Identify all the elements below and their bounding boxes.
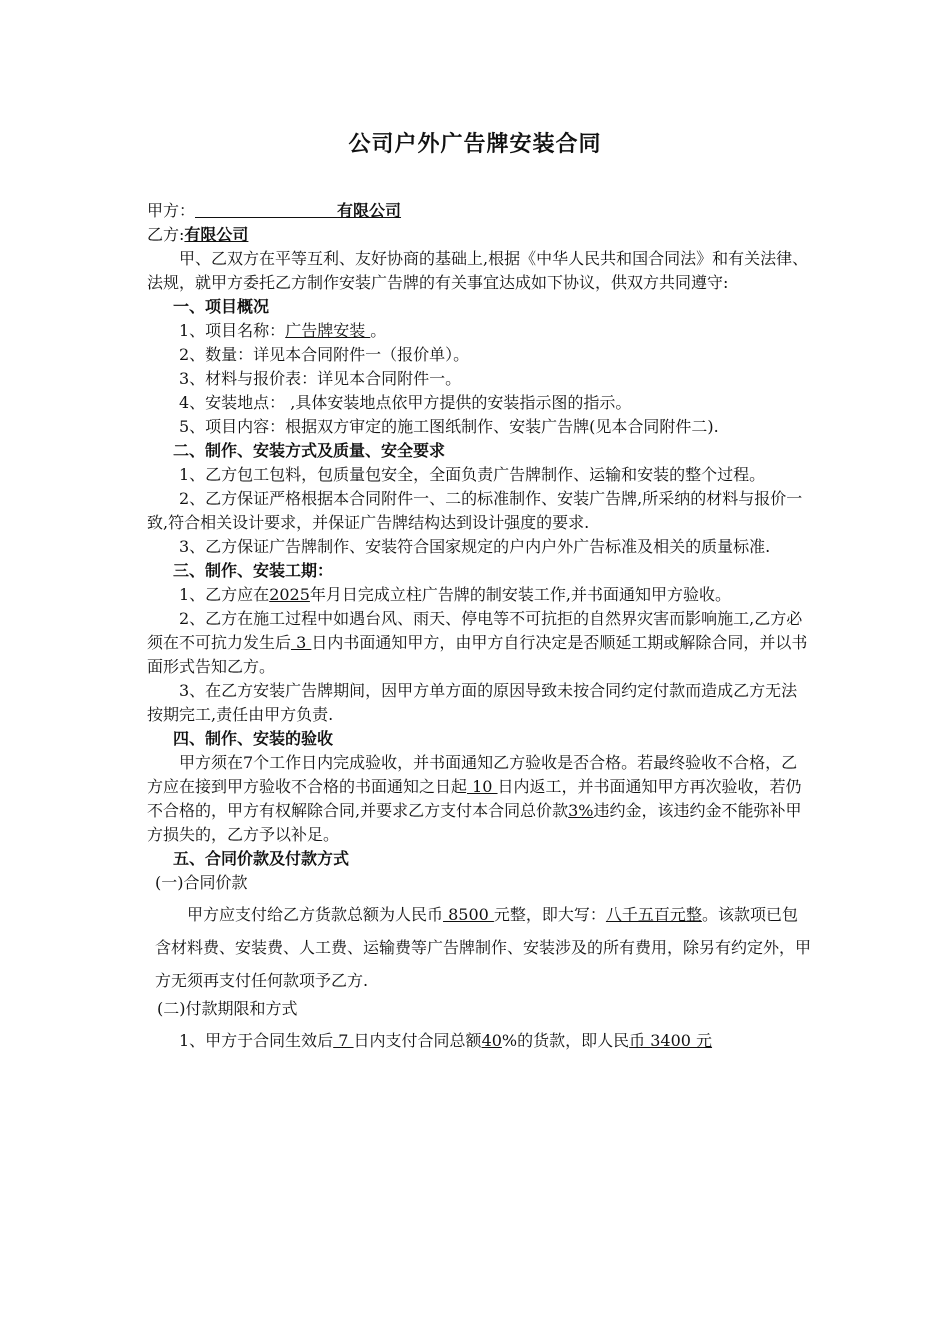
s5-sub-2: (二)付款期限和方式 xyxy=(157,999,298,1018)
s1-item-1-end: 。 xyxy=(370,321,387,340)
s1-item-4: 4、安装地点： ,具体安装地点依甲方提供的安装指示图的指示。 xyxy=(179,393,632,412)
party-b-label: 乙方: xyxy=(147,225,185,244)
party-a-name: 有限公司 xyxy=(337,201,402,220)
price-mid: 元整，即大写： xyxy=(493,905,606,924)
party-a-line xyxy=(147,199,811,223)
s3-item-1 xyxy=(147,583,811,607)
s2-item-1: 1、乙方包工包料，包质量包安全，全面负责广告牌制作、运输和安装的整个过程。 xyxy=(179,465,766,484)
pay1-mid2: %的货款，即人民 xyxy=(501,1031,630,1050)
price-line xyxy=(155,898,811,997)
s4-post: 违约金，该违约金不能弥补甲方损失的，乙方予以补足。 xyxy=(147,801,802,844)
rework-days: 10 xyxy=(467,777,498,796)
s1-item-1 xyxy=(147,319,811,343)
party-b-line xyxy=(147,223,811,247)
document-title: 公司户外广告牌安装合同 xyxy=(348,132,602,157)
s1-item-1-label: 1、项目名称： xyxy=(179,321,286,340)
price-note: 该款项已包含材料费、安装费、人工费、运输费等广告牌制作、安装涉及的所有费用，除另有约定外，甲方无须再支付任何款项予乙方. xyxy=(155,905,812,990)
pay1-amount: 币 3400 元 xyxy=(629,1031,713,1050)
section-4-heading: 四、制作、安装的验收 xyxy=(173,729,334,748)
s1-item-3: 3、材料与报价表：详见本合同附件一。 xyxy=(179,369,462,388)
s3-item-1-post: 年月日完成立柱广告牌的制安装工作,并书面通知甲方验收。 xyxy=(309,585,731,604)
pay1-percent: 40 xyxy=(481,1031,502,1050)
s5-sub-1: (一)合同价款 xyxy=(155,873,248,892)
s4-mid: 日内返工，并书面通知甲方再次验收，若仍不合格的，甲方有权解除合同,并要求乙方支付本合同总价款 xyxy=(147,777,802,820)
pay1-pre: 1、甲方于合同生效后 xyxy=(179,1031,334,1050)
s2-item-3: 3、乙方保证广告牌制作、安装符合国家规定的户内户外广告标准及相关的质量标准. xyxy=(179,537,771,556)
s4-paragraph xyxy=(147,751,811,847)
s3-item-2-post: 日内书面通知甲方，由甲方自行决定是否顺延工期或解除合同，并以书面形式告知乙方。 xyxy=(147,633,808,676)
price-end: 。 xyxy=(701,905,718,924)
price-pre: 甲方应支付给乙方货款总额为人民币 xyxy=(187,905,444,924)
price-in-words: 八千五百元整 xyxy=(605,905,702,924)
s3-item-3: 3、在乙方安装广告牌期间，因甲方单方面的原因导致未按合同约定付款而造成乙方无法按期完工,责任由甲方负责. xyxy=(147,681,798,724)
price-amount: 8500 xyxy=(443,905,494,924)
notice-days: 3 xyxy=(291,633,312,652)
document-body xyxy=(147,199,811,1057)
s1-item-2: 2、数量：详见本合同附件一（报价单）。 xyxy=(179,345,470,364)
party-a-label: 甲方： xyxy=(147,201,196,220)
completion-year: 2025 xyxy=(269,585,310,604)
s1-item-5: 5、项目内容：根据双方审定的施工图纸制作、安装广告牌(见本合同附件二). xyxy=(179,417,719,436)
intro-paragraph: 甲、乙双方在平等互利、友好协商的基础上,根据《中华人民共和国合同法》和有关法律、法规，就甲方委托乙方制作安装广告牌的有关事宜达成如下协议，供双方共同遵守: xyxy=(147,249,809,292)
price-block xyxy=(147,898,811,997)
section-2-heading: 二、制作、安装方式及质量、安全要求 xyxy=(173,441,446,460)
pay1-mid: 日内支付合同总额 xyxy=(353,1031,482,1050)
section-1-heading: 一、项目概况 xyxy=(173,297,270,316)
party-a-blank xyxy=(195,201,337,218)
section-3-heading: 三、制作、安装工期： xyxy=(173,561,334,580)
penalty-percent: 3% xyxy=(568,801,594,820)
s3-item-2 xyxy=(147,607,811,679)
pay1-days: 7 xyxy=(333,1031,354,1050)
s3-item-2-pre: 2、乙方在施工过程中如遇台风、雨天、停电等不可抗拒的自然界灾害而影响施工,乙方必须在不可抗力发生后 xyxy=(147,609,803,652)
party-b-name: 有限公司 xyxy=(184,225,249,244)
s3-item-1-pre: 1、乙方应在 xyxy=(179,585,270,604)
project-name-value: 广告牌安装 xyxy=(285,321,371,340)
section-5-heading: 五、合同价款及付款方式 xyxy=(173,849,350,868)
s2-item-2: 2、乙方保证严格根据本合同附件一、二的标准制作、安装广告牌,所采纳的材料与报价一致,符合相关设计要求，并保证广告牌结构达到设计强度的要求. xyxy=(147,489,803,532)
s4-pre: 甲方须在7个工作日内完成验收，并书面通知乙方验收是否合格。若最终验收不合格，乙方应在接到甲方验收不合格的书面通知之日起 xyxy=(147,753,798,796)
payment-item-1 xyxy=(147,1024,811,1057)
